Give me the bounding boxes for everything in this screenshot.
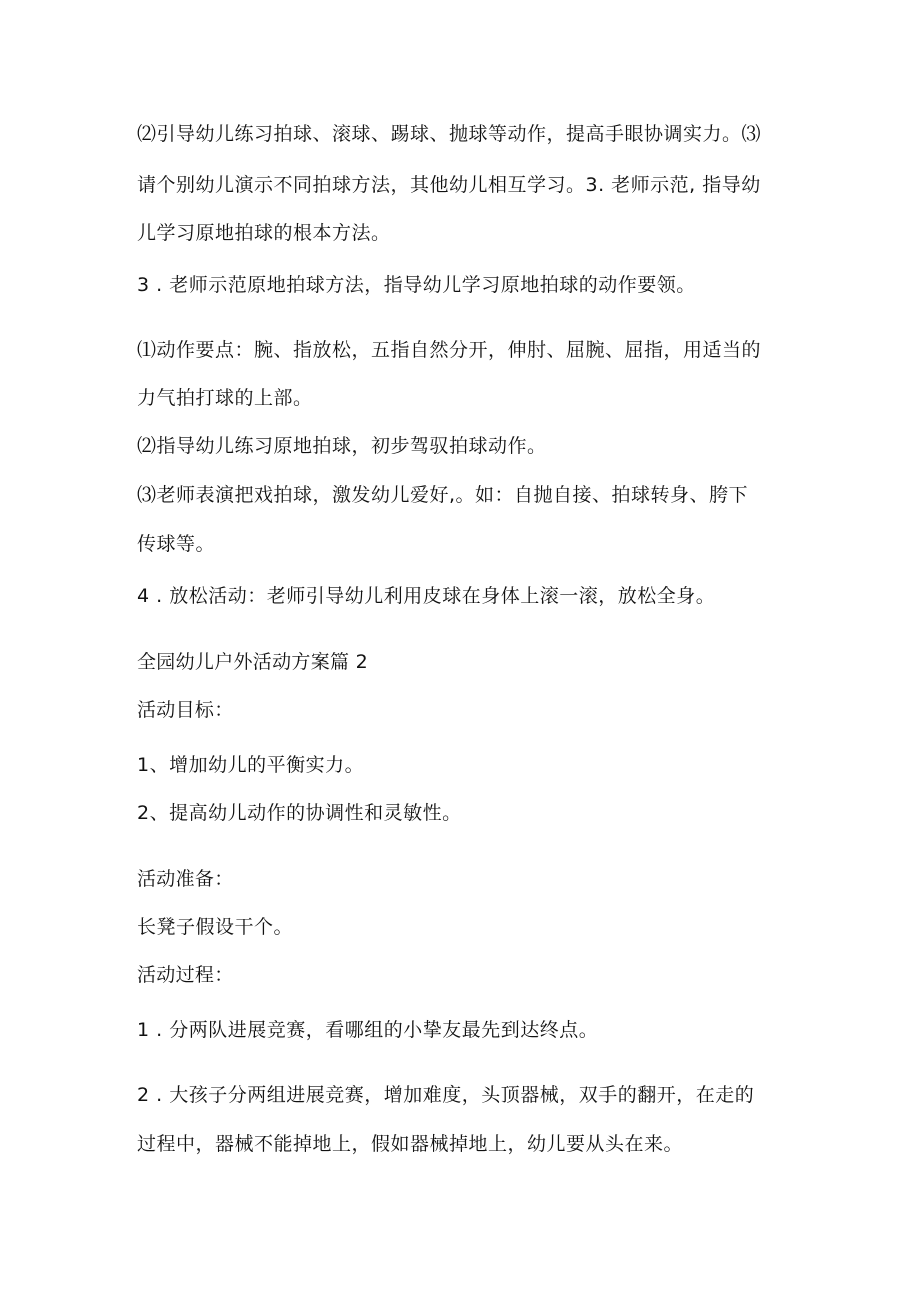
paragraph-line: 过程中，器械不能掉地上，假如器械掉地上，幼儿要从头在来。 [137, 1133, 684, 1155]
section-heading: 全园幼儿户外活动方案篇 2 [137, 651, 369, 673]
list-item-goal-2: 2、提高幼儿动作的协调性和灵敏性。 [137, 802, 462, 824]
paragraph-line: 儿学习原地拍球的根本方法。 [137, 222, 391, 244]
list-item-process-1: 1 . 分两队进展竞赛，看哪组的小挚友最先到达终点。 [137, 1019, 599, 1041]
list-item-goal-1: 1、增加幼儿的平衡实力。 [137, 754, 365, 776]
list-item-step-3: 3 . 老师示范原地拍球方法，指导幼儿学习原地拍球的动作要领。 [137, 274, 696, 296]
subheading-preparation: 活动准备： [137, 868, 234, 890]
paragraph-line: ⑵指导幼儿练习原地拍球，初步驾驭拍球动作。 [137, 435, 547, 457]
list-item-process-2: 2 . 大孩子分两组进展竞赛，增加难度，头顶器械，双手的翻开，在走的 [137, 1084, 755, 1106]
paragraph-line: 传球等。 [137, 533, 216, 555]
paragraph-line: ⑵引导幼儿练习拍球、滚球、踢球、抛球等动作，提高手眼协调实力。⑶ [137, 123, 762, 145]
subheading-goals: 活动目标： [137, 699, 234, 721]
paragraph-line: 请个别幼儿演示不同拍球方法，其他幼儿相互学习。3. 老师示范, 指导幼 [137, 174, 761, 196]
paragraph-line: 力气拍打球的上部。 [137, 387, 313, 409]
subheading-process: 活动过程： [137, 964, 234, 986]
list-item-step-4: 4 . 放松活动：老师引导幼儿利用皮球在身体上滚一滚，放松全身。 [137, 585, 716, 607]
paragraph-line: ⑶老师表演把戏拍球，激发幼儿爱好,。如：自抛自接、拍球转身、胯下 [137, 484, 749, 506]
paragraph-line: ⑴动作要点：腕、指放松，五指自然分开，伸肘、屈腕、屈指，用适当的 [137, 339, 762, 361]
paragraph-line: 长凳子假设干个。 [137, 916, 294, 938]
